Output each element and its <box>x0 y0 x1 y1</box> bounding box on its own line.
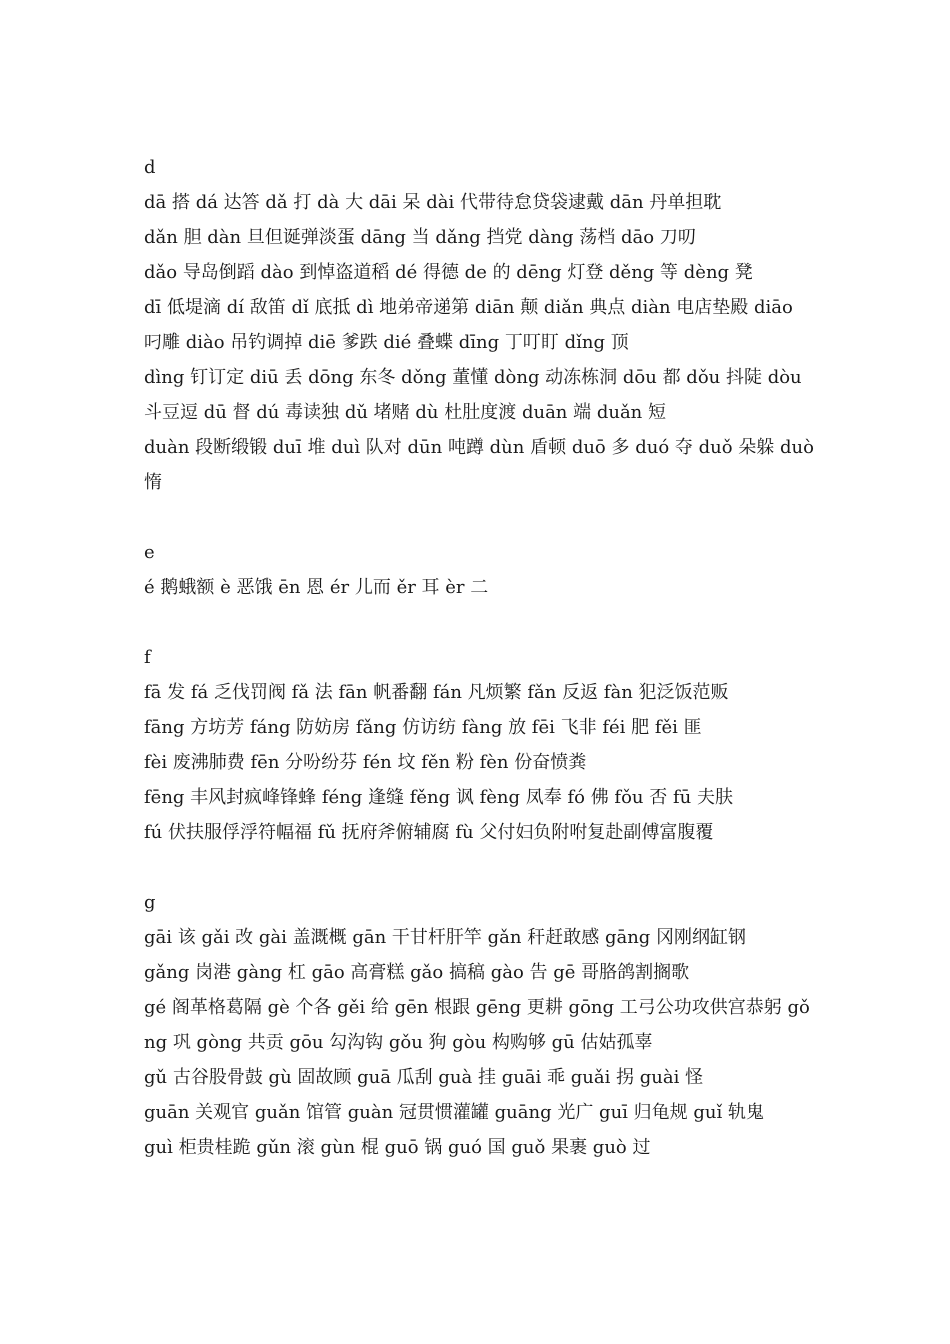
text-line: gé 阁革格葛隔 gè 个各 gěi 给 gēn 根跟 gēng 更耕 gōng 工弓公功攻供宫恭躬 gǒng 巩 gòng 共贡 gōu 勾沟钩 gǒu 狗 gòu 构购够 gū 估姑孤辜 <box>144 997 810 1053</box>
section-lines <box>144 920 814 1165</box>
section-d <box>144 150 814 500</box>
section-letter: d <box>144 157 156 178</box>
text-line: fèi 废沸肺费 fēn 分吩纷芬 fén 坟 fěn 粉 fèn 份奋愤粪 <box>144 752 587 773</box>
text-line: fāng 方坊芳 fáng 防妨房 fǎng 仿访纺 fàng 放 fēi 飞非 féi 肥 fěi 匪 <box>144 717 702 738</box>
text-line: guì 柜贵桂跪 gǔn 滚 gùn 棍 guō 锅 guó 国 guǒ 果裹 guò 过 <box>144 1137 651 1158</box>
text-line: dìng 钉订定 diū 丢 dōng 东冬 dǒng 董懂 dòng 动冻栋洞 dōu 都 dǒu 抖陡 dòu 斗豆逗 dū 督 dú 毒读独 dǔ 堵赌 dù 杜肚度渡 duān 端 duǎn 短 <box>144 367 802 423</box>
section-lines <box>144 675 814 850</box>
text-line: fēng 丰风封疯峰锋蜂 féng 逢缝 fěng 讽 fèng 凤奉 fó 佛 fǒu 否 fū 夫肤 <box>144 787 733 808</box>
text-line: gāi 该 gǎi 改 gài 盖溉概 gān 干甘杆肝竿 gǎn 秆赶敢感 gāng 冈刚纲缸钢 <box>144 927 747 948</box>
section-lines <box>144 570 814 605</box>
text-line: gǎng 岗港 gàng 杠 gāo 高膏糕 gǎo 搞稿 gào 告 gē 哥胳鸽割搁歌 <box>144 962 690 983</box>
text-line: gǔ 古谷股骨鼓 gù 固故顾 guā 瓜刮 guà 挂 guāi 乖 guǎi 拐 guài 怪 <box>144 1067 704 1088</box>
text-line: dǎn 胆 dàn 旦但诞弹淡蛋 dāng 当 dǎng 挡党 dàng 荡档 dāo 刀叨 <box>144 227 696 248</box>
text-line: dā 搭 dá 达答 dǎ 打 dà 大 dāi 呆 dài 代带待怠贷袋逮戴 dān 丹单担耽 <box>144 192 722 213</box>
section-e <box>144 535 814 605</box>
text-line: fú 伏扶服俘浮符幅福 fǔ 抚府斧俯辅腐 fù 父付妇负附咐复赴副傅富腹覆 <box>144 822 714 843</box>
section-spacer <box>144 500 814 535</box>
text-line: duàn 段断缎锻 duī 堆 duì 队对 dūn 吨蹲 dùn 盾顿 duō 多 duó 夺 duǒ 朵躲 duò 惰 <box>144 437 814 493</box>
section-letter: g <box>144 892 156 913</box>
section-g <box>144 885 814 1165</box>
text-line: dī 低堤滴 dí 敌笛 dǐ 底抵 dì 地弟帝递第 diān 颠 diǎn 典点 diàn 电店垫殿 diāo 叼雕 diào 吊钓调掉 diē 爹跌 dié 叠蝶 dīng 丁叮盯 dǐng 顶 <box>144 297 793 353</box>
text-line: guān 关观官 guǎn 馆管 guàn 冠贯惯灌罐 guāng 光广 guī 归龟规 guǐ 轨鬼 <box>144 1102 764 1123</box>
section-f <box>144 640 814 850</box>
section-letter: f <box>144 647 151 668</box>
section-letter: e <box>144 542 155 563</box>
text-line: é 鹅蛾额 è 恶饿 ēn 恩 ér 儿而 ěr 耳 èr 二 <box>144 577 489 598</box>
section-spacer <box>144 605 814 640</box>
text-line: dǎo 导岛倒蹈 dào 到悼盗道稻 dé 得德 de 的 dēng 灯登 děng 等 dèng 凳 <box>144 262 753 283</box>
document-page <box>144 150 814 1165</box>
section-spacer <box>144 850 814 885</box>
section-lines <box>144 185 814 500</box>
text-line: fā 发 fá 乏伐罚阀 fǎ 法 fān 帆番翻 fán 凡烦繁 fǎn 反返 fàn 犯泛饭范贩 <box>144 682 729 703</box>
